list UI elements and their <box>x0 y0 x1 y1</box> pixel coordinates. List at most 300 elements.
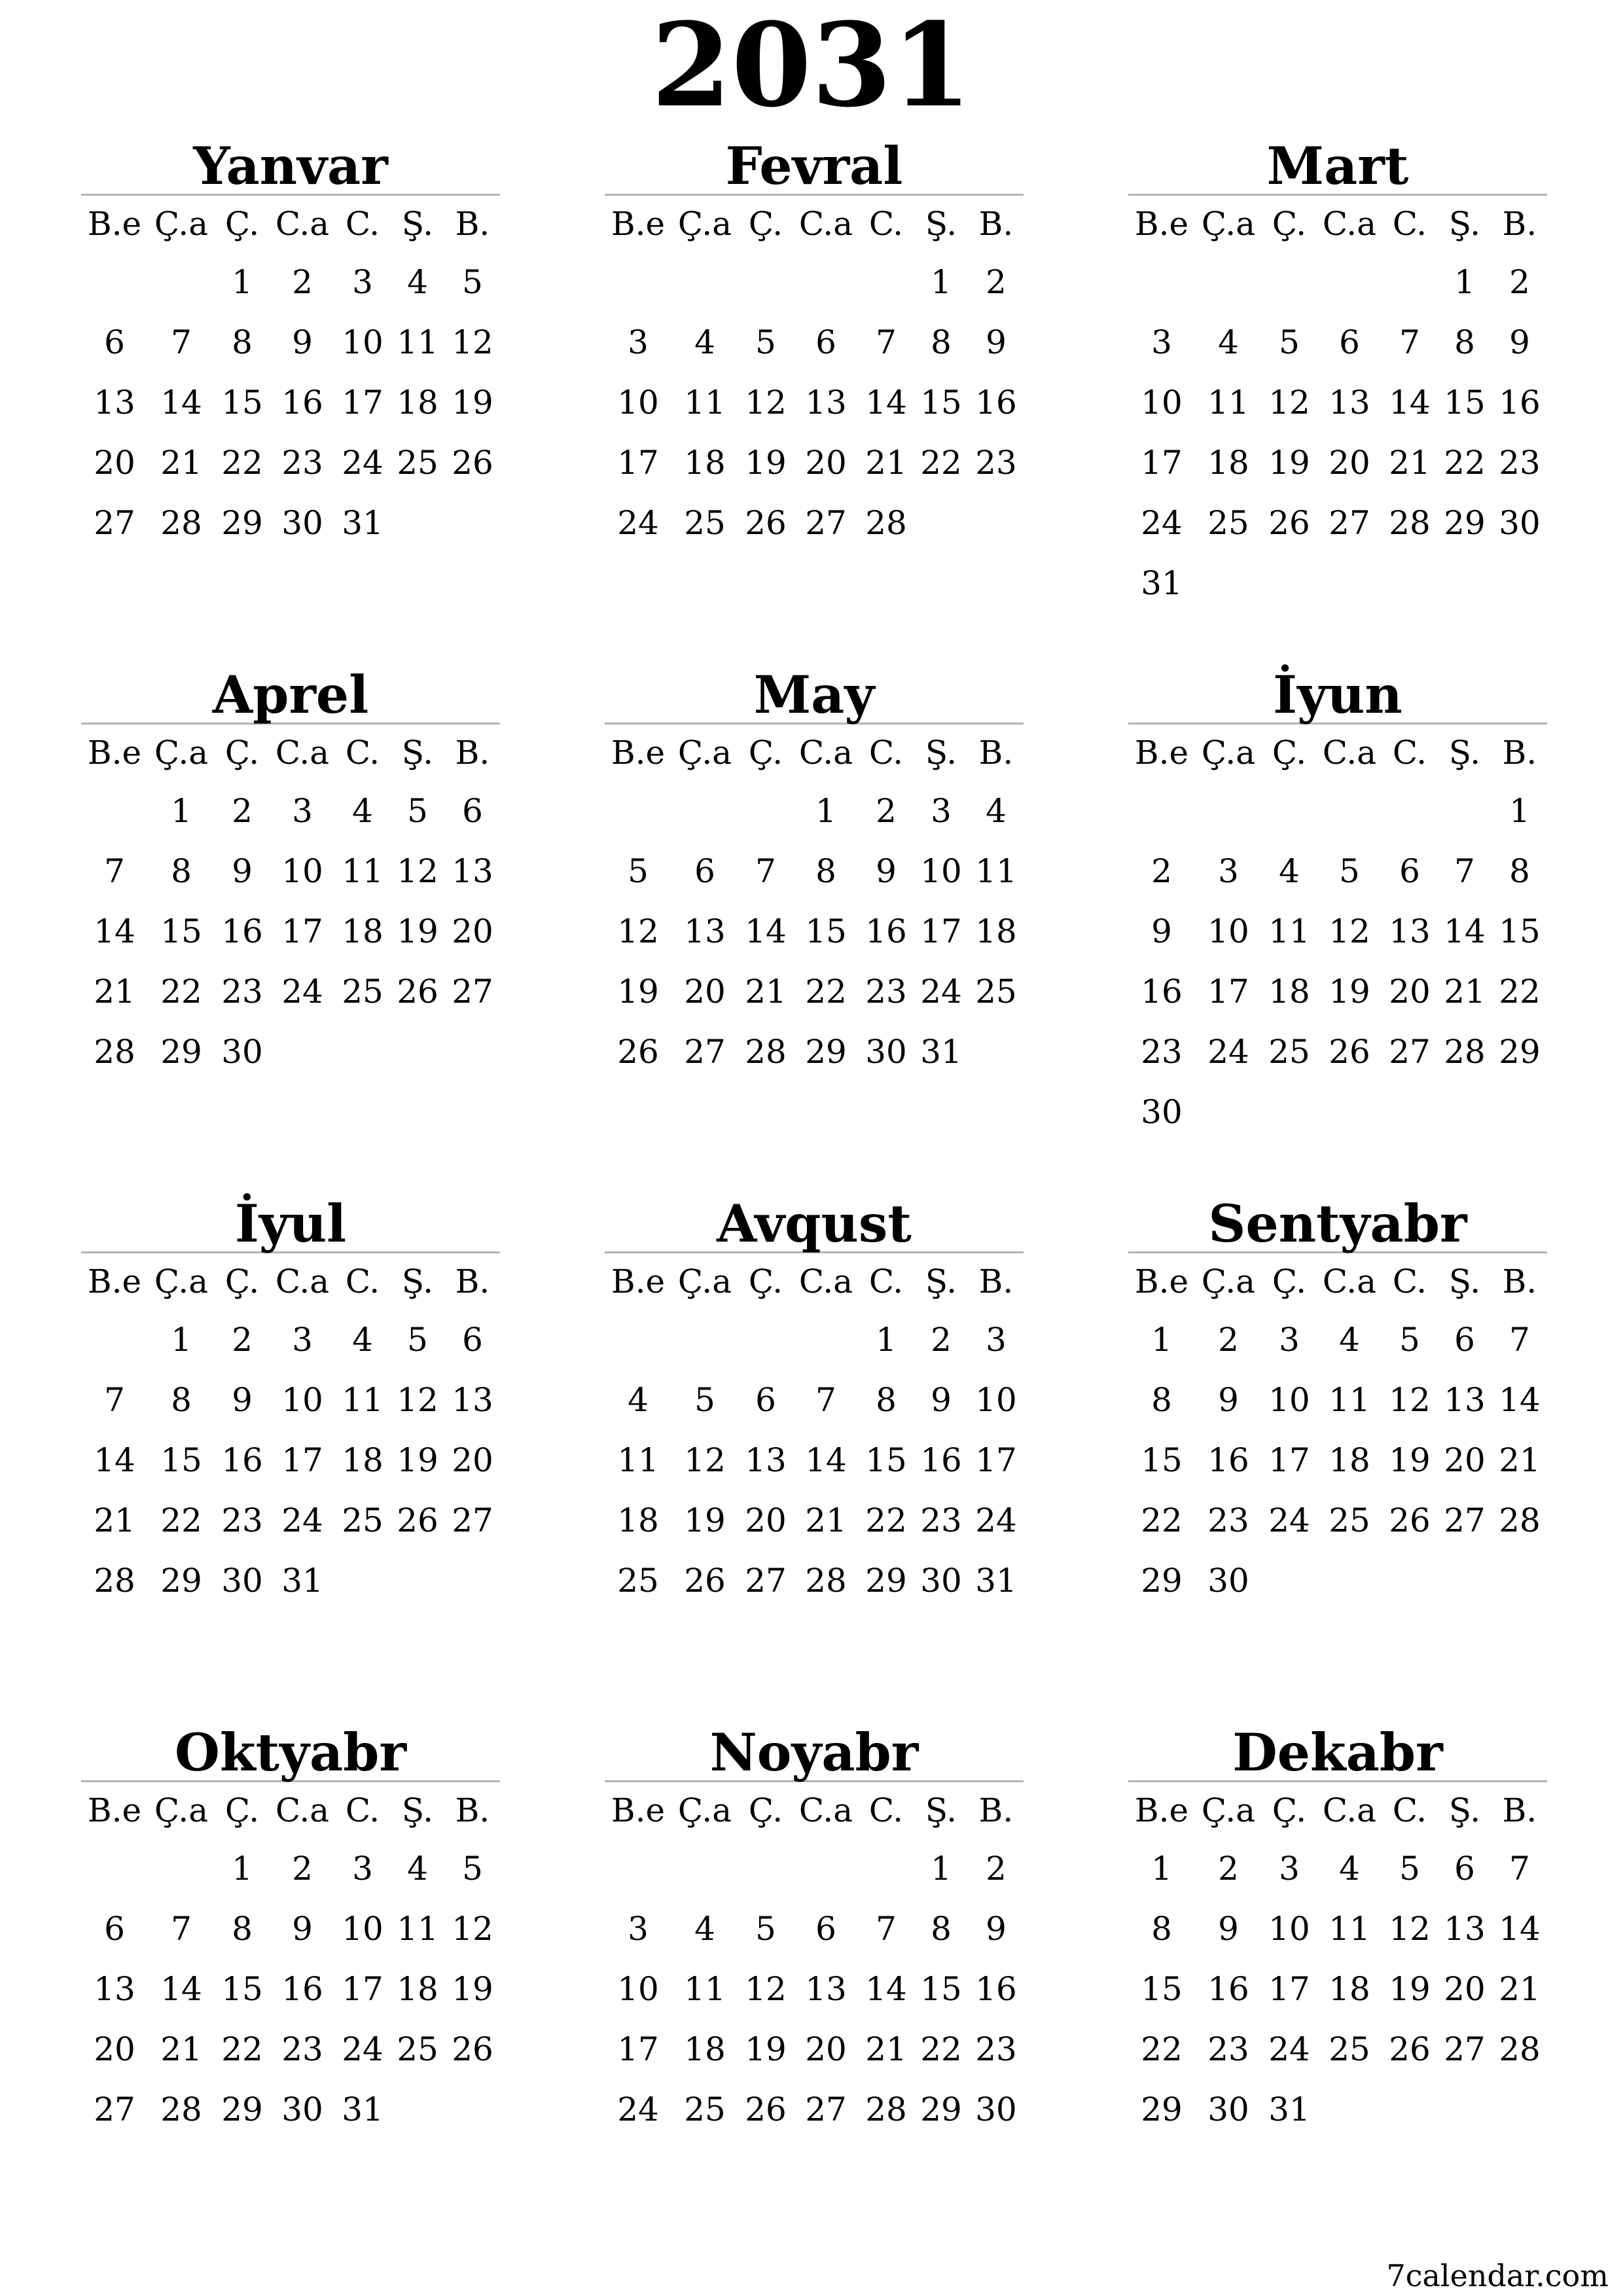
day-cell: 10 <box>342 1910 383 1948</box>
week-row <box>1128 1370 1547 1430</box>
day-cell: 5 <box>1399 1850 1420 1888</box>
day-cell: 4 <box>1218 323 1239 361</box>
day-cell: 22 <box>1141 1501 1183 1539</box>
day-cell: 7 <box>755 852 776 890</box>
empty-day-cell <box>1317 1082 1382 1142</box>
week-row <box>1128 1839 1547 1899</box>
empty-day-cell <box>81 1310 148 1370</box>
empty-day-cell <box>859 1839 914 1899</box>
empty-day-cell <box>1195 781 1262 841</box>
weekday-label: C.a <box>275 1263 330 1300</box>
weekday-label: Ç. <box>1272 205 1307 243</box>
weekday-label: Ç. <box>224 205 260 243</box>
weekday-label: Ç.a <box>677 1791 732 1829</box>
day-cell: 20 <box>745 1501 787 1539</box>
day-cell: 18 <box>1268 973 1310 1011</box>
day-cell: 13 <box>1389 912 1431 950</box>
week-row <box>81 901 500 961</box>
weekday-label: B.e <box>611 1263 666 1300</box>
weekday-label: C.a <box>1322 205 1377 243</box>
day-cell: 5 <box>1279 323 1300 361</box>
day-cell: 26 <box>684 1562 726 1600</box>
weekday-header <box>1128 196 1547 252</box>
day-cell: 22 <box>160 1501 202 1539</box>
day-cell: 13 <box>94 384 135 422</box>
weekday-header <box>81 1782 500 1839</box>
day-cell: 27 <box>684 1033 726 1071</box>
week-row <box>1128 553 1547 613</box>
day-cell: 2 <box>986 1850 1007 1888</box>
week-row <box>81 493 500 553</box>
day-cell: 26 <box>452 444 493 482</box>
day-cell: 11 <box>617 1441 659 1479</box>
week-row <box>81 841 500 901</box>
day-cell: 4 <box>1279 852 1300 890</box>
week-row <box>605 841 1024 901</box>
day-cell: 10 <box>1268 1381 1310 1419</box>
empty-day-cell <box>1382 252 1437 312</box>
day-cell: 5 <box>462 263 483 301</box>
day-cell: 21 <box>865 2030 907 2068</box>
day-cell: 10 <box>281 852 323 890</box>
day-cell: 23 <box>221 973 263 1011</box>
weekday-label: B. <box>1502 734 1537 772</box>
day-cell: 13 <box>1444 1910 1486 1948</box>
day-cell: 1 <box>931 263 952 301</box>
day-cell: 2 <box>876 792 897 830</box>
day-cell: 27 <box>452 1501 493 1539</box>
day-cell: 29 <box>160 1033 202 1071</box>
day-cell: 29 <box>805 1033 847 1071</box>
day-cell: 17 <box>342 384 383 422</box>
day-cell: 26 <box>1268 504 1310 542</box>
day-cell: 13 <box>1329 384 1370 422</box>
weekday-label: Ç.a <box>154 734 209 772</box>
day-cell: 23 <box>920 1501 962 1539</box>
day-cell: 28 <box>94 1562 135 1600</box>
day-cell: 16 <box>975 1970 1017 2008</box>
weekday-label: Ç. <box>748 734 783 772</box>
day-cell: 5 <box>755 1910 776 1948</box>
day-cell: 18 <box>1207 444 1249 482</box>
day-cell: 2 <box>1151 852 1172 890</box>
day-cell: 9 <box>876 852 897 890</box>
day-cell: 11 <box>1268 912 1310 950</box>
day-cell: 6 <box>694 852 715 890</box>
week-row <box>81 1959 500 2019</box>
day-cell: 7 <box>104 1381 125 1419</box>
week-row <box>81 1310 500 1370</box>
week-row <box>605 1899 1024 1959</box>
weekday-label: C.a <box>275 205 330 243</box>
month-block <box>81 664 500 1082</box>
day-cell: 17 <box>1268 1441 1310 1479</box>
day-cell: 1 <box>1151 1321 1172 1359</box>
day-cell: 10 <box>920 852 962 890</box>
day-cell: 12 <box>1268 384 1310 422</box>
day-cell: 20 <box>1389 973 1431 1011</box>
day-cell: 5 <box>407 1321 428 1359</box>
weekday-label: Ç. <box>224 1791 260 1829</box>
week-row <box>1128 493 1547 553</box>
weekday-label: Ş. <box>925 734 957 772</box>
day-cell: 15 <box>920 384 962 422</box>
empty-day-cell <box>671 1839 738 1899</box>
weekday-label: Ç.a <box>154 205 209 243</box>
day-cell: 6 <box>1454 1850 1475 1888</box>
day-cell: 4 <box>1339 1850 1360 1888</box>
weekday-label: C.a <box>1322 734 1377 772</box>
day-cell: 21 <box>160 2030 202 2068</box>
day-cell: 4 <box>407 1850 428 1888</box>
week-row <box>1128 1551 1547 1611</box>
week-row <box>605 1959 1024 2019</box>
day-cell: 14 <box>865 1970 907 2008</box>
day-cell: 30 <box>920 1562 962 1600</box>
weekday-header <box>1128 725 1547 781</box>
empty-day-cell <box>1382 2079 1437 2140</box>
day-cell: 8 <box>931 323 952 361</box>
day-cell: 15 <box>221 1970 263 2008</box>
day-cell: 5 <box>1399 1321 1420 1359</box>
week-row <box>605 1490 1024 1551</box>
empty-day-cell <box>1195 252 1262 312</box>
weekday-label: Ç. <box>1272 1263 1307 1300</box>
day-cell: 9 <box>1509 323 1530 361</box>
day-cell: 14 <box>745 912 787 950</box>
empty-day-cell <box>390 1551 445 1611</box>
month-block <box>81 1722 500 2140</box>
month-name: Aprel <box>212 664 369 725</box>
week-row <box>81 1022 500 1082</box>
day-cell: 19 <box>452 384 493 422</box>
day-cell: 27 <box>805 2090 847 2128</box>
weekday-label: Ş. <box>401 734 434 772</box>
day-cell: 26 <box>1329 1033 1370 1071</box>
weekday-header <box>1128 1253 1547 1310</box>
day-cell: 16 <box>865 912 907 950</box>
day-cell: 8 <box>232 1910 253 1948</box>
empty-day-cell <box>1317 252 1382 312</box>
day-cell: 19 <box>1389 1441 1431 1479</box>
day-cell: 26 <box>745 2090 787 2128</box>
day-cell: 14 <box>160 1970 202 2008</box>
day-cell: 18 <box>342 1441 383 1479</box>
day-cell: 20 <box>1444 1970 1486 2008</box>
day-cell: 3 <box>1279 1321 1300 1359</box>
day-cell: 2 <box>986 263 1007 301</box>
day-cell: 15 <box>221 384 263 422</box>
week-row <box>81 252 500 312</box>
day-cell: 17 <box>1207 973 1249 1011</box>
empty-day-cell <box>1195 1082 1262 1142</box>
month-block <box>605 664 1024 1082</box>
week-row <box>1128 1430 1547 1490</box>
day-cell: 11 <box>1329 1381 1370 1419</box>
weekday-label: B. <box>455 1263 490 1300</box>
week-row <box>605 433 1024 493</box>
day-cell: 8 <box>1454 323 1475 361</box>
month-name: Dekabr <box>1232 1722 1443 1783</box>
weekday-label: C. <box>1392 1263 1427 1300</box>
day-cell: 4 <box>628 1381 649 1419</box>
weekday-label: C.a <box>1322 1263 1377 1300</box>
week-row <box>1128 252 1547 312</box>
empty-day-cell <box>605 1839 671 1899</box>
day-cell: 28 <box>745 1033 787 1071</box>
weekday-label: C.a <box>1322 1791 1377 1829</box>
weekday-header <box>605 1782 1024 1839</box>
day-cell: 24 <box>1207 1033 1249 1071</box>
day-cell: 11 <box>342 852 383 890</box>
weekday-label: Ç. <box>224 1263 260 1300</box>
day-cell: 5 <box>755 323 776 361</box>
week-row <box>1128 841 1547 901</box>
day-cell: 21 <box>865 444 907 482</box>
day-cell: 14 <box>805 1441 847 1479</box>
weekday-label: C. <box>1392 1791 1427 1829</box>
day-cell: 15 <box>160 912 202 950</box>
day-cell: 8 <box>232 323 253 361</box>
day-cell: 28 <box>94 1033 135 1071</box>
day-cell: 11 <box>342 1381 383 1419</box>
day-cell: 22 <box>1499 973 1541 1011</box>
day-cell: 15 <box>1499 912 1541 950</box>
day-cell: 31 <box>920 1033 962 1071</box>
day-cell: 24 <box>342 444 383 482</box>
day-cell: 17 <box>617 2030 659 2068</box>
day-cell: 22 <box>221 2030 263 2068</box>
empty-day-cell <box>1437 1082 1492 1142</box>
empty-day-cell <box>445 493 500 553</box>
day-cell: 12 <box>397 1381 438 1419</box>
day-cell: 22 <box>805 973 847 1011</box>
week-row <box>81 1490 500 1551</box>
empty-day-cell <box>605 1310 671 1370</box>
weekday-label: B.e <box>611 1791 666 1829</box>
weekday-label: Ç. <box>224 734 260 772</box>
weekday-label: C.a <box>275 734 330 772</box>
week-row <box>1128 2079 1547 2140</box>
week-row <box>605 372 1024 433</box>
month-block <box>81 135 500 553</box>
day-cell: 12 <box>745 1970 787 2008</box>
day-cell: 12 <box>1329 912 1370 950</box>
day-cell: 25 <box>684 2090 726 2128</box>
weekday-label: Ç.a <box>1201 205 1256 243</box>
day-cell: 7 <box>876 1910 897 1948</box>
day-cell: 12 <box>452 323 493 361</box>
weekday-label: C. <box>345 1791 380 1829</box>
day-cell: 3 <box>292 1321 313 1359</box>
empty-day-cell <box>1262 252 1317 312</box>
day-cell: 27 <box>805 504 847 542</box>
week-row <box>605 2079 1024 2140</box>
empty-day-cell <box>793 252 859 312</box>
day-cell: 9 <box>1218 1381 1239 1419</box>
day-cell: 30 <box>865 1033 907 1071</box>
weekday-label: C. <box>345 205 380 243</box>
week-row <box>605 1310 1024 1370</box>
day-cell: 30 <box>281 504 323 542</box>
month-block <box>1128 1193 1547 1611</box>
day-cell: 1 <box>931 1850 952 1888</box>
day-cell: 14 <box>1389 384 1431 422</box>
day-cell: 1 <box>171 792 192 830</box>
week-row <box>605 493 1024 553</box>
weekday-label: Ç.a <box>1201 1263 1256 1300</box>
month-name: Yanvar <box>193 135 388 196</box>
week-row <box>81 1551 500 1611</box>
empty-day-cell <box>793 1310 859 1370</box>
day-cell: 14 <box>94 1441 135 1479</box>
day-cell: 15 <box>805 912 847 950</box>
day-cell: 22 <box>920 444 962 482</box>
day-cell: 28 <box>160 2090 202 2128</box>
day-cell: 27 <box>1389 1033 1431 1071</box>
day-cell: 2 <box>232 1321 253 1359</box>
day-cell: 26 <box>452 2030 493 2068</box>
day-cell: 16 <box>1141 973 1183 1011</box>
day-cell: 8 <box>1151 1910 1172 1948</box>
weekday-label: Ş. <box>925 1263 957 1300</box>
day-cell: 22 <box>221 444 263 482</box>
weekday-label: C.a <box>798 1263 853 1300</box>
day-cell: 6 <box>104 1910 125 1948</box>
day-cell: 9 <box>292 323 313 361</box>
weekday-label: Ç. <box>748 205 783 243</box>
day-cell: 17 <box>281 1441 323 1479</box>
empty-day-cell <box>390 1022 445 1082</box>
weekday-label: Ş. <box>401 1263 434 1300</box>
day-cell: 3 <box>1218 852 1239 890</box>
day-cell: 9 <box>1218 1910 1239 1948</box>
day-cell: 8 <box>171 1381 192 1419</box>
day-cell: 17 <box>281 912 323 950</box>
weekday-label: B.e <box>1134 1791 1189 1829</box>
month-name: Mart <box>1266 135 1409 196</box>
day-cell: 18 <box>975 912 1017 950</box>
week-row <box>605 961 1024 1022</box>
day-cell: 7 <box>104 852 125 890</box>
weekday-label: Ş. <box>401 1791 434 1829</box>
week-row <box>1128 2019 1547 2079</box>
day-cell: 21 <box>94 1501 135 1539</box>
day-cell: 8 <box>876 1381 897 1419</box>
empty-day-cell <box>1262 1551 1317 1611</box>
month-name: Oktyabr <box>175 1722 406 1783</box>
day-cell: 18 <box>617 1501 659 1539</box>
empty-day-cell <box>1262 781 1317 841</box>
day-cell: 30 <box>221 1033 263 1071</box>
day-cell: 2 <box>1509 263 1530 301</box>
month-name: May <box>753 664 875 725</box>
day-cell: 12 <box>397 852 438 890</box>
day-cell: 29 <box>221 504 263 542</box>
week-row <box>1128 781 1547 841</box>
day-cell: 4 <box>352 792 373 830</box>
day-cell: 19 <box>1268 444 1310 482</box>
week-row <box>605 1022 1024 1082</box>
day-cell: 17 <box>1268 1970 1310 2008</box>
week-row <box>81 2079 500 2140</box>
day-cell: 20 <box>1329 444 1370 482</box>
weekday-header <box>81 196 500 252</box>
weekday-label: Ç. <box>748 1263 783 1300</box>
weekday-label: C. <box>1392 734 1427 772</box>
day-cell: 17 <box>975 1441 1017 1479</box>
day-cell: 31 <box>1268 2090 1310 2128</box>
weekday-label: C. <box>868 734 904 772</box>
day-cell: 24 <box>1268 1501 1310 1539</box>
day-cell: 1 <box>232 1850 253 1888</box>
day-cell: 13 <box>805 384 847 422</box>
day-cell: 9 <box>986 323 1007 361</box>
day-cell: 26 <box>1389 1501 1431 1539</box>
day-cell: 7 <box>171 323 192 361</box>
empty-day-cell <box>1492 1082 1547 1142</box>
day-cell: 23 <box>281 2030 323 2068</box>
month-block <box>605 1193 1024 1611</box>
week-row <box>81 1839 500 1899</box>
month-block <box>605 1722 1024 2140</box>
day-cell: 19 <box>617 973 659 1011</box>
day-cell: 20 <box>452 1441 493 1479</box>
day-cell: 24 <box>342 2030 383 2068</box>
empty-day-cell <box>969 1022 1024 1082</box>
day-cell: 20 <box>452 912 493 950</box>
day-cell: 20 <box>94 444 135 482</box>
month-name: Noyabr <box>709 1722 919 1783</box>
day-cell: 13 <box>745 1441 787 1479</box>
day-cell: 10 <box>617 384 659 422</box>
day-cell: 6 <box>104 323 125 361</box>
weekday-label: B. <box>978 205 1014 243</box>
day-cell: 19 <box>1389 1970 1431 2008</box>
day-cell: 17 <box>617 444 659 482</box>
day-cell: 6 <box>462 1321 483 1359</box>
day-cell: 14 <box>865 384 907 422</box>
day-cell: 9 <box>986 1910 1007 1948</box>
day-cell: 16 <box>920 1441 962 1479</box>
day-cell: 17 <box>342 1970 383 2008</box>
day-cell: 24 <box>1141 504 1183 542</box>
empty-day-cell <box>270 1022 335 1082</box>
weekday-label: Ş. <box>401 205 434 243</box>
month-block <box>1128 135 1547 613</box>
day-cell: 4 <box>986 792 1007 830</box>
day-cell: 18 <box>1329 1970 1370 2008</box>
empty-day-cell <box>390 493 445 553</box>
day-cell: 9 <box>232 852 253 890</box>
weekday-label: C.a <box>798 734 853 772</box>
day-cell: 11 <box>1329 1910 1370 1948</box>
day-cell: 7 <box>1454 852 1475 890</box>
day-cell: 1 <box>876 1321 897 1359</box>
day-cell: 23 <box>221 1501 263 1539</box>
day-cell: 16 <box>1499 384 1541 422</box>
empty-day-cell <box>445 1551 500 1611</box>
day-cell: 12 <box>1389 1381 1431 1419</box>
day-cell: 25 <box>1268 1033 1310 1071</box>
empty-day-cell <box>859 252 914 312</box>
weekday-label: C.a <box>798 1791 853 1829</box>
month-block <box>1128 664 1547 1142</box>
weekday-label: B. <box>1502 205 1537 243</box>
day-cell: 2 <box>292 263 313 301</box>
month-block <box>605 135 1024 553</box>
week-row <box>605 1839 1024 1899</box>
